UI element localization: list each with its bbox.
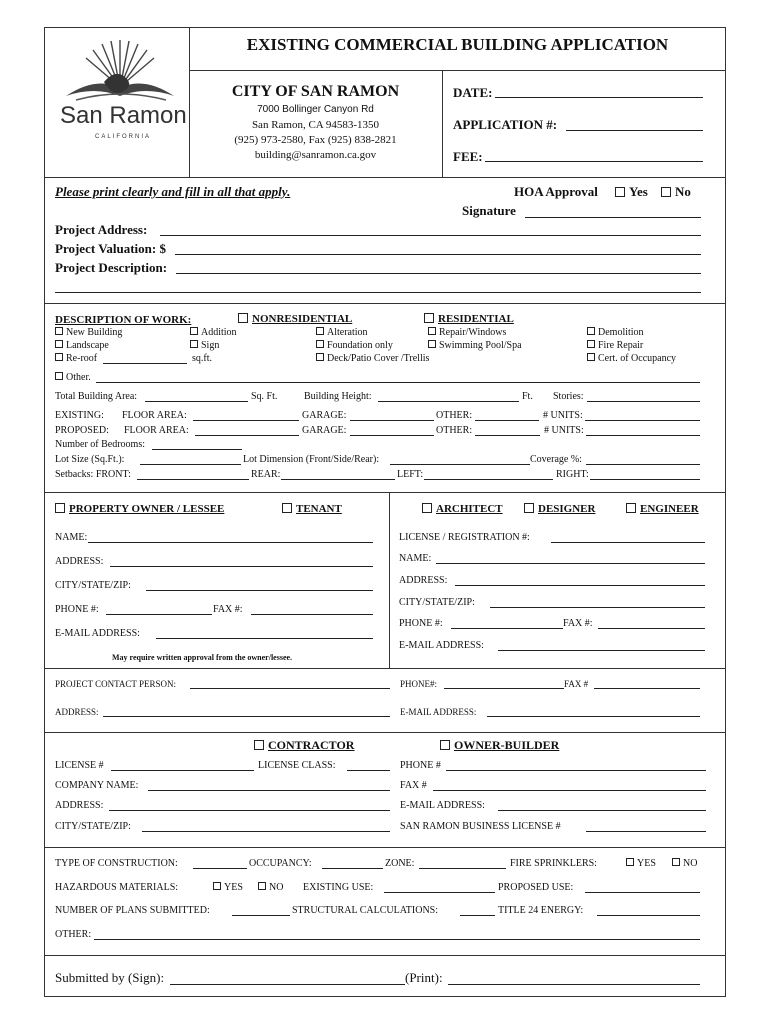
proposed-other-field[interactable]	[475, 435, 540, 436]
proposed-use-field[interactable]	[585, 892, 700, 893]
engineer-option[interactable]	[626, 503, 699, 515]
work-title: DESCRIPTION OF WORK:	[55, 314, 192, 326]
section-divider-work	[44, 492, 726, 493]
owner-builder-checkbox[interactable]	[440, 740, 450, 750]
contractor-fax-label: FAX #	[400, 780, 427, 791]
demolition-option[interactable]	[587, 327, 644, 339]
owner-builder-label: OWNER-BUILDER	[454, 738, 560, 752]
pool-label: Swimming Pool/Spa	[439, 340, 522, 351]
hazardous-no-option[interactable]	[258, 882, 283, 894]
setbacks-left-field[interactable]	[424, 479, 553, 480]
new-building-checkbox[interactable]	[55, 327, 63, 335]
lot-dimension-label: Lot Dimension (Front/Side/Rear):	[243, 454, 380, 465]
city-address-2: San Ramon, CA 94583-1350	[251, 119, 380, 131]
foundation-option[interactable]	[316, 340, 393, 352]
arch-phone-field[interactable]	[451, 628, 563, 629]
architect-label: ARCHITECT	[436, 503, 503, 515]
contractor-company-field[interactable]	[148, 790, 390, 791]
owner-phone-field[interactable]	[106, 614, 212, 615]
tenant-option[interactable]	[282, 503, 342, 515]
hoa-signature-label: Signature	[462, 203, 516, 218]
contact-email-field[interactable]	[487, 716, 700, 717]
title24-label: TITLE 24 ENERGY:	[498, 905, 584, 916]
owner-fax-label: FAX #:	[213, 604, 243, 615]
hoa-no-checkbox[interactable]	[661, 187, 671, 197]
section-divider-intro	[44, 303, 726, 304]
section-divider-owner	[44, 668, 726, 669]
fee-label: FEE:	[453, 149, 483, 164]
building-height-field[interactable]	[378, 401, 519, 402]
arch-fax-field[interactable]	[598, 628, 705, 629]
contractor-phone-field[interactable]	[446, 770, 706, 771]
coverage-label: Coverage %:	[530, 454, 582, 465]
application-number-field[interactable]	[566, 130, 703, 131]
stories-label: Stories:	[553, 391, 584, 402]
date-field[interactable]	[495, 97, 703, 98]
hazardous-label: HAZARDOUS MATERIALS:	[55, 882, 179, 893]
designer-label: DESIGNER	[538, 503, 596, 515]
project-valuation-label: Project Valuation: $	[55, 241, 166, 256]
other-work-field[interactable]	[96, 382, 700, 383]
reroof-sqft-label: sq.ft.	[192, 353, 212, 364]
cert-occupancy-checkbox[interactable]	[587, 353, 595, 361]
existing-label: EXISTING:	[55, 410, 104, 421]
structural-calcs-label: STRUCTURAL CALCULATIONS:	[292, 905, 439, 916]
logo-wordmark: San Ramon	[60, 102, 187, 129]
contractor-checkbox[interactable]	[254, 740, 264, 750]
owner-address-label: ADDRESS:	[55, 556, 104, 567]
existing-floor-area-label: FLOOR AREA:	[122, 410, 187, 421]
lot-size-label: Lot Size (Sq.Ft.):	[55, 454, 125, 465]
construction-type-label: TYPE OF CONSTRUCTION:	[55, 858, 178, 869]
addition-option[interactable]	[190, 327, 237, 339]
alteration-checkbox[interactable]	[316, 327, 324, 335]
landscape-option[interactable]	[55, 340, 109, 352]
reroof-label: Re-roof	[66, 353, 98, 364]
hazardous-no-label: NO	[269, 882, 284, 893]
city-name: CITY OF SAN RAMON	[231, 83, 400, 100]
contact-phone-label: PHONE#:	[400, 679, 438, 689]
city-phone: (925) 973-2580, Fax (925) 838-2821	[234, 134, 397, 146]
occupancy-label: OCCUPANCY:	[249, 858, 312, 869]
existing-use-label: EXISTING USE:	[303, 882, 374, 893]
project-valuation-field[interactable]	[175, 254, 701, 255]
project-address-field[interactable]	[160, 235, 701, 236]
print-name-label: (Print):	[405, 970, 443, 985]
fee-field[interactable]	[485, 161, 703, 162]
reroof-field[interactable]	[103, 363, 187, 364]
contractor-option[interactable]	[254, 738, 354, 752]
existing-garage-label: GARAGE:	[302, 410, 347, 421]
contractor-city-field[interactable]	[142, 831, 390, 832]
contractor-license-class-label: LICENSE CLASS:	[258, 760, 336, 771]
landscape-label: Landscape	[66, 340, 109, 351]
owner-lessee-label: PROPERTY OWNER / LESSEE	[69, 503, 225, 515]
san-ramon-logo	[56, 38, 181, 148]
architect-checkbox[interactable]	[422, 503, 432, 513]
bedrooms-label: Number of Bedrooms:	[55, 439, 145, 450]
arch-license-label: LICENSE / REGISTRATION #:	[399, 532, 530, 543]
sprinklers-yes-label: YES	[637, 858, 656, 869]
stories-field[interactable]	[587, 401, 700, 402]
form-title: EXISTING COMMERCIAL BUILDING APPLICATION	[246, 35, 669, 54]
existing-use-field[interactable]	[384, 892, 495, 893]
project-description-label: Project Description:	[55, 260, 168, 275]
total-area-unit: Sq. Ft.	[251, 391, 278, 402]
setbacks-right-field[interactable]	[590, 479, 700, 480]
proposed-floor-area-label: FLOOR AREA:	[124, 425, 189, 436]
pool-option[interactable]	[428, 340, 522, 352]
sign-checkbox[interactable]	[190, 340, 198, 348]
proposed-other-label: OTHER:	[436, 425, 473, 436]
lot-size-field[interactable]	[140, 464, 241, 465]
alteration-option[interactable]	[316, 327, 368, 339]
proposed-garage-field[interactable]	[350, 435, 434, 436]
new-building-label: New Building	[66, 327, 123, 338]
owner-approval-note: May require written approval from the owner/lessee.	[112, 653, 293, 662]
sign-label: Sign	[201, 340, 220, 351]
application-number-label: APPLICATION #:	[453, 117, 558, 132]
coverage-field[interactable]	[586, 464, 700, 465]
engineer-checkbox[interactable]	[626, 503, 636, 513]
setbacks-front-label: Setbacks: FRONT:	[55, 469, 131, 480]
date-label: DATE:	[453, 85, 493, 100]
owner-name-label: NAME:	[55, 532, 88, 543]
sprinklers-no-option[interactable]	[672, 858, 697, 870]
cert-occupancy-option[interactable]	[587, 353, 676, 365]
plans-submitted-field[interactable]	[232, 915, 290, 916]
contractor-fax-field[interactable]	[433, 790, 706, 791]
hoa-signature-field[interactable]	[525, 217, 701, 218]
arch-fax-label: FAX #:	[563, 618, 593, 629]
owner-address-field[interactable]	[110, 566, 373, 567]
fire-repair-checkbox[interactable]	[587, 340, 595, 348]
addition-label: Addition	[201, 327, 237, 338]
contractor-address-field[interactable]	[109, 810, 390, 811]
proposed-units-label: # UNITS:	[544, 425, 584, 436]
designer-option[interactable]	[524, 503, 595, 515]
proposed-garage-label: GARAGE:	[302, 425, 347, 436]
other-work-option[interactable]	[55, 372, 91, 384]
contact-phone-field[interactable]	[444, 688, 564, 689]
landscape-checkbox[interactable]	[55, 340, 63, 348]
owner-email-field[interactable]	[156, 638, 373, 639]
project-description-field-line2[interactable]	[55, 292, 701, 293]
print-instruction: Please print clearly and fill in all that apply.	[55, 184, 291, 199]
building-height-unit: Ft.	[522, 391, 533, 402]
other-work-label: Other.	[66, 372, 91, 383]
sprinklers-yes-option[interactable]	[626, 858, 656, 870]
arch-name-label: NAME:	[399, 553, 432, 564]
setbacks-rear-field[interactable]	[281, 479, 395, 480]
header-divider-right	[442, 70, 443, 177]
existing-floor-area-field[interactable]	[193, 420, 299, 421]
submitted-by-label: Submitted by (Sign):	[55, 970, 165, 985]
addition-checkbox[interactable]	[190, 327, 198, 335]
proposed-floor-area-field[interactable]	[195, 435, 299, 436]
residential-checkbox[interactable]	[424, 313, 434, 323]
arch-license-field[interactable]	[551, 542, 705, 543]
other-work-checkbox[interactable]	[55, 372, 63, 380]
arch-email-field[interactable]	[498, 650, 705, 651]
nonresidential-checkbox[interactable]	[238, 313, 248, 323]
arch-address-label: ADDRESS:	[399, 575, 448, 586]
repair-windows-label: Repair/Windows	[439, 327, 507, 338]
construction-other-field[interactable]	[94, 939, 700, 940]
section-divider-contact	[44, 732, 726, 733]
fire-repair-option[interactable]	[587, 340, 643, 352]
reroof-option[interactable]	[55, 353, 97, 365]
hazardous-yes-label: YES	[224, 882, 243, 893]
existing-other-label: OTHER:	[436, 410, 473, 421]
section-divider-contractor	[44, 847, 726, 848]
contractor-label: CONTRACTOR	[268, 738, 355, 752]
fire-sprinklers-label: FIRE SPRINKLERS:	[510, 858, 597, 869]
foundation-checkbox[interactable]	[316, 340, 324, 348]
contact-email-label: E-MAIL ADDRESS:	[400, 707, 477, 717]
residential-option[interactable]	[424, 313, 514, 325]
contact-person-field[interactable]	[190, 688, 390, 689]
plans-submitted-label: NUMBER OF PLANS SUBMITTED:	[55, 905, 210, 916]
bedrooms-field[interactable]	[152, 449, 242, 450]
owner-lessee-checkbox[interactable]	[55, 503, 65, 513]
owner-city-label: CITY/STATE/ZIP:	[55, 580, 131, 591]
total-area-field[interactable]	[145, 401, 248, 402]
title24-field[interactable]	[597, 915, 700, 916]
project-description-field[interactable]	[176, 273, 701, 274]
construction-type-field[interactable]	[193, 868, 247, 869]
sun-bird-logo-icon	[56, 38, 181, 148]
total-area-label: Total Building Area:	[55, 391, 138, 402]
contact-fax-label: FAX #	[564, 679, 589, 689]
contact-address-field[interactable]	[103, 716, 390, 717]
designer-checkbox[interactable]	[524, 503, 534, 513]
arch-phone-label: PHONE #:	[399, 618, 443, 629]
logo-subtitle: CALIFORNIA	[95, 134, 152, 140]
deck-option[interactable]	[316, 353, 429, 365]
structural-calcs-field[interactable]	[460, 915, 495, 916]
cert-occupancy-label: Cert. of Occupancy	[598, 353, 677, 364]
building-height-label: Building Height:	[304, 391, 372, 402]
contractor-license-class-field[interactable]	[347, 770, 390, 771]
sign-option[interactable]	[190, 340, 219, 352]
arch-name-field[interactable]	[436, 563, 705, 564]
hazardous-yes-option[interactable]	[213, 882, 243, 894]
occupancy-field[interactable]	[322, 868, 383, 869]
contact-address-label: ADDRESS:	[55, 707, 99, 717]
contractor-license-label: LICENSE #	[55, 760, 104, 771]
hoa-yes-label: Yes	[629, 184, 648, 199]
owner-lessee-option[interactable]	[55, 503, 224, 515]
sprinklers-yes-checkbox[interactable]	[626, 858, 634, 866]
deck-label: Deck/Patio Cover /Trellis	[327, 353, 430, 364]
hoa-yes-checkbox[interactable]	[615, 187, 625, 197]
contractor-email-label: E-MAIL ADDRESS:	[400, 800, 485, 811]
zone-field[interactable]	[419, 868, 506, 869]
engineer-label: ENGINEER	[640, 503, 699, 515]
hoa-yes-option[interactable]	[615, 184, 648, 200]
print-name-field[interactable]	[448, 984, 700, 985]
contractor-email-field[interactable]	[498, 810, 706, 811]
deck-checkbox[interactable]	[316, 353, 324, 361]
demolition-checkbox[interactable]	[587, 327, 595, 335]
proposed-units-field[interactable]	[586, 435, 700, 436]
setbacks-left-label: LEFT:	[397, 469, 424, 480]
owner-email-label: E-MAIL ADDRESS:	[55, 628, 140, 639]
architect-option[interactable]	[422, 503, 503, 515]
arch-city-label: CITY/STATE/ZIP:	[399, 597, 475, 608]
setbacks-right-label: RIGHT:	[556, 469, 589, 480]
hazardous-no-checkbox[interactable]	[258, 882, 266, 890]
header-divider-title	[189, 70, 726, 71]
tenant-label: TENANT	[296, 503, 342, 515]
sprinklers-no-checkbox[interactable]	[672, 858, 680, 866]
existing-other-field[interactable]	[475, 420, 539, 421]
hoa-approval-label: HOA Approval	[514, 184, 598, 199]
owner-city-field[interactable]	[146, 590, 373, 591]
nonresidential-option[interactable]	[238, 313, 352, 325]
owner-fax-field[interactable]	[251, 614, 373, 615]
owner-name-field[interactable]	[88, 542, 373, 543]
residential-label: RESIDENTIAL	[438, 313, 514, 325]
setbacks-front-field[interactable]	[137, 479, 249, 480]
proposed-label: PROPOSED:	[55, 425, 109, 436]
arch-address-field[interactable]	[455, 585, 705, 586]
contractor-license-field[interactable]	[111, 770, 254, 771]
proposed-use-label: PROPOSED USE:	[498, 882, 574, 893]
nonresidential-label: NONRESIDENTIAL	[252, 313, 353, 325]
hazardous-yes-checkbox[interactable]	[213, 882, 221, 890]
hoa-no-option[interactable]	[661, 184, 691, 200]
hoa-no-label: No	[675, 184, 691, 199]
existing-units-label: # UNITS:	[543, 410, 583, 421]
section-divider-header	[44, 177, 726, 178]
setbacks-rear-label: REAR:	[251, 469, 281, 480]
existing-garage-field[interactable]	[350, 420, 434, 421]
fire-repair-label: Fire Repair	[598, 340, 644, 351]
submitted-by-sign-field[interactable]	[170, 984, 405, 985]
new-building-option[interactable]	[55, 327, 122, 339]
zone-label: ZONE:	[385, 858, 415, 869]
owner-phone-label: PHONE #:	[55, 604, 99, 615]
city-address-1: 7000 Bollinger Canyon Rd	[257, 104, 374, 115]
contractor-address-label: ADDRESS:	[55, 800, 104, 811]
project-address-label: Project Address:	[55, 222, 148, 237]
pool-checkbox[interactable]	[428, 340, 436, 348]
existing-units-field[interactable]	[585, 420, 700, 421]
sprinklers-no-label: NO	[683, 858, 698, 869]
arch-city-field[interactable]	[490, 607, 705, 608]
construction-other-label: OTHER:	[55, 929, 92, 940]
demolition-label: Demolition	[598, 327, 644, 338]
contact-person-label: PROJECT CONTACT PERSON:	[55, 679, 176, 689]
section-divider-construction	[44, 955, 726, 956]
business-license-label: SAN RAMON BUSINESS LICENSE #	[400, 821, 561, 832]
reroof-checkbox[interactable]	[55, 353, 63, 361]
arch-email-label: E-MAIL ADDRESS:	[399, 640, 484, 651]
contact-fax-field[interactable]	[594, 688, 700, 689]
business-license-field[interactable]	[586, 831, 706, 832]
tenant-checkbox[interactable]	[282, 503, 292, 513]
city-email: building@sanramon.ca.gov	[254, 149, 377, 161]
contractor-company-label: COMPANY NAME:	[55, 780, 139, 791]
alteration-label: Alteration	[327, 327, 368, 338]
repair-windows-option[interactable]	[428, 327, 506, 339]
owner-builder-option[interactable]	[440, 738, 559, 752]
repair-windows-checkbox[interactable]	[428, 327, 436, 335]
contractor-city-label: CITY/STATE/ZIP:	[55, 821, 131, 832]
owner-architect-divider	[389, 492, 390, 668]
foundation-label: Foundation only	[327, 340, 393, 351]
contractor-phone-label: PHONE #	[400, 760, 441, 771]
lot-dimension-field[interactable]	[390, 464, 530, 465]
